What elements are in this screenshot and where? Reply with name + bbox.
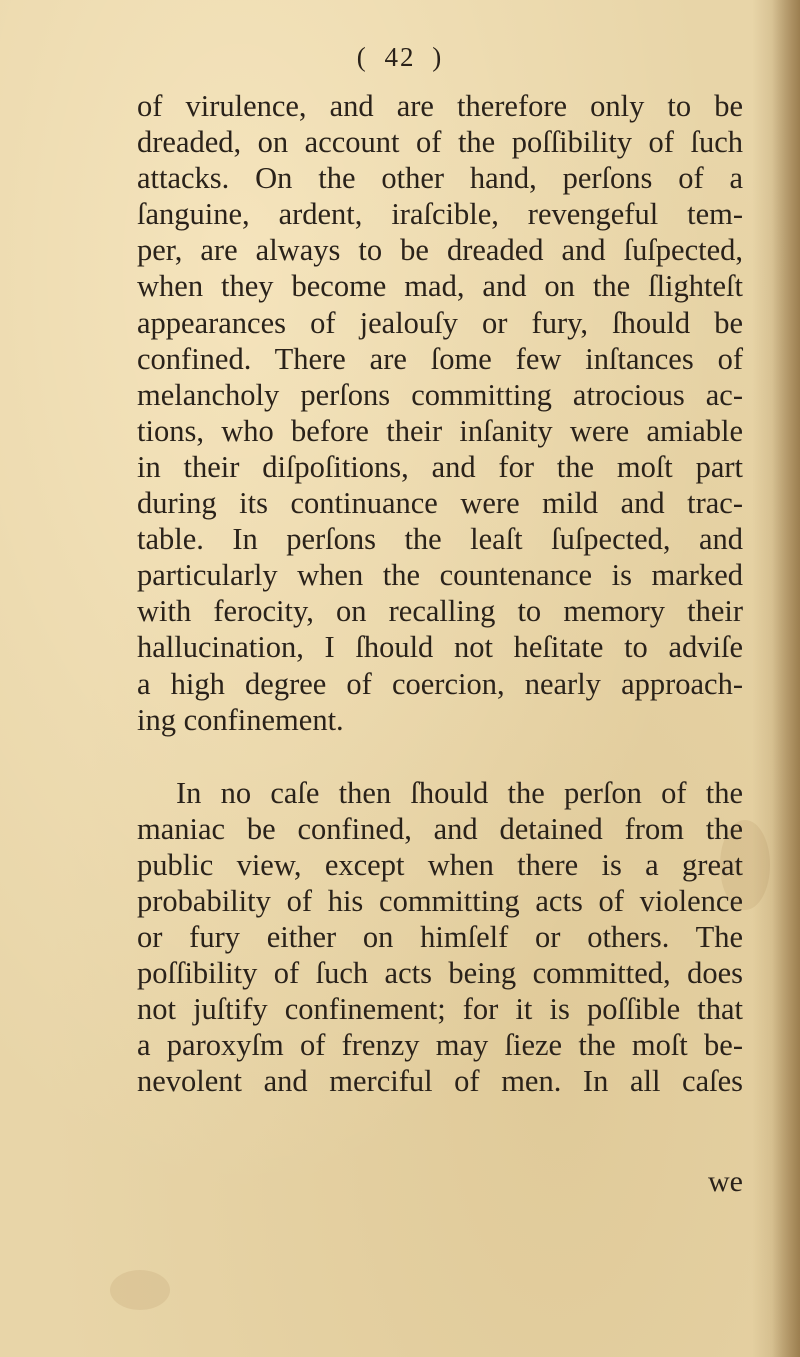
paper-stain: [110, 1270, 170, 1310]
text-line: table. In perſons the leaſt ſuſpected, and: [137, 522, 743, 557]
page-number: [0, 42, 800, 73]
text-line: melancholy perſons committing atrocious ac-: [137, 377, 743, 412]
text-line: of virulence, and are therefore only to be: [137, 89, 743, 123]
text-line: public view, except when there is a great: [137, 847, 743, 882]
text-line: ſanguine, ardent, iraſcible, revengeful tem-: [137, 197, 743, 232]
text-line: maniac be confined, and detained from the: [137, 811, 743, 846]
text-line: confined. There are ſome few inſtances of: [137, 341, 743, 376]
page-edge-shadow: [772, 0, 800, 1357]
text-line: during its continuance were mild and trac-: [137, 486, 743, 521]
text-line: appearances of jealouſy or fury, ſhould be: [137, 305, 743, 340]
folio-close-paren: ): [432, 42, 444, 72]
text-line: dreaded, on account of the poſſibility of ſuch: [137, 125, 743, 160]
text-line: a high degree of coercion, nearly approach-: [137, 666, 743, 701]
folio-number: 42: [384, 42, 416, 72]
paragraph: [137, 88, 743, 738]
text-line: tions, who before their inſanity were amiable: [137, 413, 743, 448]
paragraph-gap: [137, 738, 743, 775]
folio-open-paren: (: [356, 42, 368, 72]
text-line: attacks. On the other hand, perſons of a: [137, 161, 743, 196]
text-line: not juſtify confinement; for it is poſſible that: [137, 992, 743, 1027]
text-line: In no caſe then ſhould the perſon of the: [176, 775, 743, 810]
catchword: we: [708, 1165, 743, 1198]
text-line: a paroxyſm of frenzy may ſieze the moſt be-: [137, 1028, 743, 1063]
body-text: [137, 88, 743, 1100]
text-line: in their diſpoſitions, and for the moſt part: [137, 449, 743, 484]
text-line: hallucination, I ſhould not heſitate to adviſe: [137, 630, 743, 665]
text-line: or fury either on himſelf or others. The: [137, 920, 743, 955]
text-line: when they become mad, and on the ſlighteſt: [137, 269, 743, 304]
text-line: probability of his committing acts of violence: [137, 883, 743, 918]
text-line: nevolent and merciful of men. In all caſes: [137, 1064, 743, 1099]
text-line: particularly when the countenance is marked: [137, 558, 743, 593]
paragraph: [137, 775, 743, 1100]
text-line: with ferocity, on recalling to memory their: [137, 594, 743, 629]
text-line: poſſibility of ſuch acts being committed, does: [137, 956, 743, 991]
text-line: per, are always to be dreaded and ſuſpected,: [137, 233, 743, 268]
text-line: ing confinement.: [137, 702, 344, 737]
